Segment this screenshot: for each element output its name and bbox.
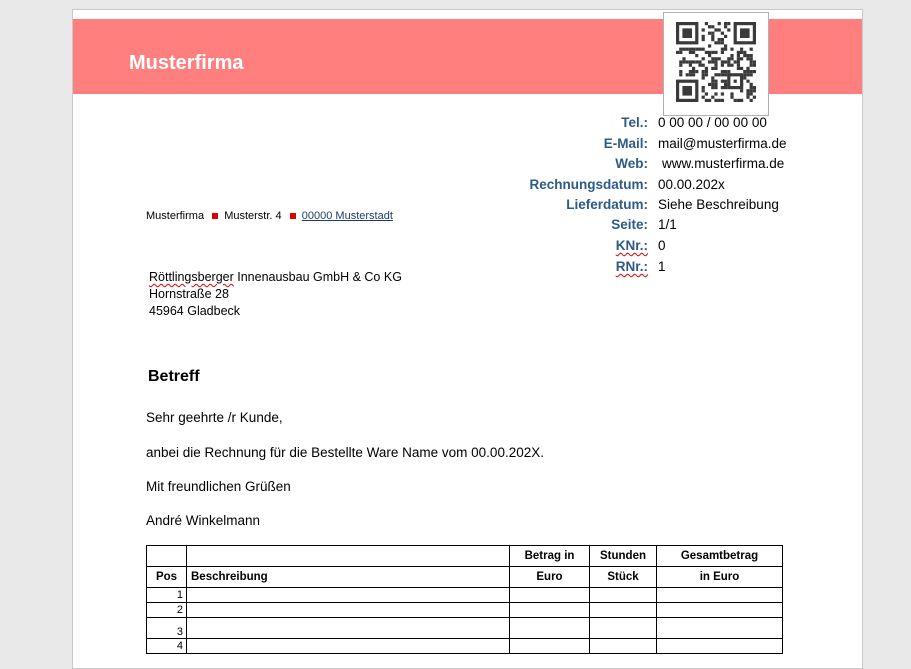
info-value: 0 [658, 238, 666, 253]
info-row-lieferdatum [473, 197, 803, 217]
sender-street: Musterstr. 4 [224, 210, 282, 222]
table-header-top [147, 546, 783, 567]
separator-square-icon [212, 213, 218, 219]
info-value: Siehe Beschreibung [658, 197, 779, 212]
document-page [72, 9, 863, 669]
table-cell[interactable] [510, 603, 590, 618]
info-row-knr [473, 238, 803, 258]
info-value: www.musterfirma.de [662, 156, 785, 171]
info-label: Web: [615, 156, 648, 171]
info-label [616, 259, 648, 274]
header-cell [187, 546, 510, 567]
table-cell[interactable] [657, 618, 783, 639]
table-cell[interactable] [187, 603, 510, 618]
header-cell: Euro [510, 567, 590, 588]
info-label: Tel.: [621, 115, 648, 130]
info-row-rechnungsdatum [473, 177, 803, 197]
table-cell[interactable] [590, 588, 657, 603]
company-name: Musterfirma [129, 52, 244, 74]
info-label-text: KNr.: [615, 238, 648, 253]
info-row-seite [473, 217, 803, 237]
letter-body: anbei die Rechnung für die Bestellte Ware Name vom 00.00.202X. [146, 445, 544, 460]
info-row-web [473, 156, 803, 176]
info-row-email [473, 136, 803, 156]
table-header-bottom [147, 567, 783, 588]
table-row [147, 639, 783, 654]
table-cell[interactable] [590, 618, 657, 639]
header-cell: Stunden [590, 546, 657, 567]
table-cell[interactable] [510, 618, 590, 639]
signature: André Winkelmann [146, 513, 261, 528]
pos-cell: 1 [147, 588, 187, 603]
table-cell[interactable] [510, 639, 590, 654]
header-cell: Gesamtbetrag [657, 546, 783, 567]
header-cell [147, 546, 187, 567]
qr-code-icon [663, 12, 769, 116]
header-cell: Pos [147, 567, 187, 588]
info-value: 1/1 [658, 217, 677, 232]
header-cell: Beschreibung [187, 567, 510, 588]
info-label: Rechnungsdatum: [529, 177, 648, 192]
invoice-table [146, 545, 783, 654]
info-value: 0 00 00 / 00 00 00 [658, 115, 767, 130]
sender-line [146, 210, 393, 222]
table-cell[interactable] [657, 639, 783, 654]
info-label: Lieferdatum: [566, 197, 648, 212]
pos-cell: 3 [147, 618, 187, 639]
salutation: Sehr geehrte /r Kunde, [146, 410, 283, 425]
table-cell[interactable] [657, 588, 783, 603]
info-row-tel [473, 115, 803, 135]
sender-name: Musterfirma [146, 210, 205, 222]
recipient-city: 45964 Gladbeck [149, 304, 241, 318]
info-label: Seite: [611, 217, 648, 232]
header-cell: in Euro [657, 567, 783, 588]
header-cell: Stück [590, 567, 657, 588]
table-cell[interactable] [590, 639, 657, 654]
info-value: 00.00.202x [658, 177, 725, 192]
header-cell: Betrag in [510, 546, 590, 567]
table-cell[interactable] [187, 618, 510, 639]
table-cell[interactable] [657, 603, 783, 618]
sender-city: 00000 Musterstadt [301, 210, 393, 222]
recipient-company: Röttlingsberger Innenausbau GmbH & Co KG [149, 270, 402, 284]
table-cell[interactable] [187, 588, 510, 603]
closing: Mit freundlichen Grüßen [146, 479, 291, 494]
table-cell[interactable] [187, 639, 510, 654]
recipient-street: Hornstraße 28 [149, 287, 229, 301]
info-label-text: RNr.: [615, 259, 648, 274]
table-cell[interactable] [590, 603, 657, 618]
info-label: E-Mail: [603, 136, 648, 151]
info-row-rnr [473, 259, 803, 279]
table-row [147, 603, 783, 618]
table-row [147, 618, 783, 639]
recipient-address [149, 269, 402, 320]
subject: Betreff [148, 368, 200, 385]
pos-cell: 4 [147, 639, 187, 654]
table-row [147, 588, 783, 603]
info-value: mail@musterfirma.de [658, 136, 787, 151]
pos-cell: 2 [147, 603, 187, 618]
info-label [616, 238, 648, 253]
separator-square-icon [290, 213, 296, 219]
table-cell[interactable] [510, 588, 590, 603]
info-value: 1 [658, 259, 666, 274]
